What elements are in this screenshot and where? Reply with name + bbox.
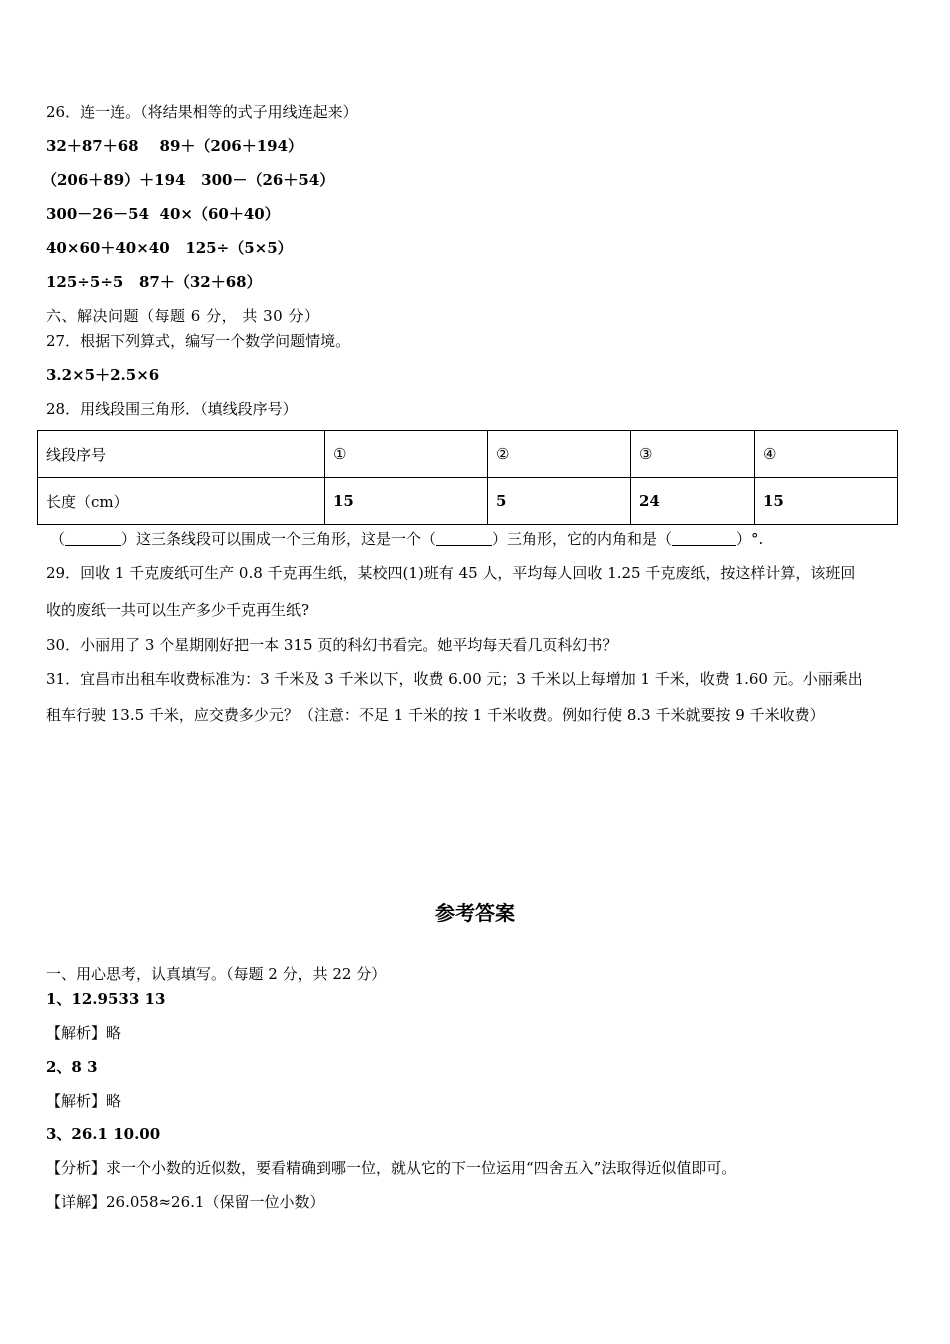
answers-title: 参考答案 bbox=[435, 901, 515, 925]
q27-title: 27．根据下列算式，编写一个数学问题情境。 bbox=[46, 332, 351, 350]
answer-blank[interactable] bbox=[436, 531, 492, 546]
q30-text: 30．小丽用了 3 个星期刚好把一本 315 页的科幻书看完。她平均每天看几页科幻书？ bbox=[46, 636, 618, 654]
q26-left-expr: 40×60＋40×40 bbox=[46, 239, 170, 257]
answer-text: ）°. bbox=[736, 530, 764, 548]
q26-pair-row bbox=[46, 204, 280, 224]
q26-pair-row bbox=[46, 238, 293, 258]
length-label-cell: 长度（cm） bbox=[38, 478, 325, 525]
length-cell: 15 bbox=[755, 478, 898, 525]
table-row bbox=[38, 431, 898, 478]
table-row bbox=[38, 478, 898, 525]
segment-table bbox=[37, 430, 898, 525]
q26-pair-row bbox=[46, 136, 303, 156]
q26-right-expr: 125÷（5×5） bbox=[185, 239, 293, 257]
segment-id-cell: ④ bbox=[755, 431, 898, 478]
answer-3-detail: 【详解】26.058≈26.1（保留一位小数） bbox=[46, 1193, 325, 1211]
answer-2: 2、8 3 bbox=[46, 1058, 98, 1076]
answers-section-1: 一、用心思考，认真填写。（每题 2 分，共 22 分） bbox=[46, 965, 387, 983]
answer-2-note: 【解析】略 bbox=[46, 1092, 122, 1110]
answer-blank[interactable] bbox=[65, 531, 121, 546]
q27-formula: 3.2×5＋2.5×6 bbox=[46, 366, 160, 384]
q26-pair-row bbox=[46, 272, 262, 292]
q29-line-2: 收的废纸一共可以生产多少千克再生纸? bbox=[46, 601, 310, 619]
q29-line-1: 29．回收 1 千克废纸可生产 0.8 千克再生纸，某校四(1)班有 45 人，平均每人回收 1.25 千克废纸，按这样计算，该班回 bbox=[46, 564, 856, 582]
length-cell: 5 bbox=[488, 478, 631, 525]
q28-answer-line bbox=[50, 529, 763, 549]
q31-line-1: 31．宜昌市出租车收费标准为：3 千米及 3 千米以下，收费 6.00 元；3 千米以上每增加 1 千米，收费 1.60 元。小丽乘出 bbox=[46, 670, 863, 688]
paren-open: （ bbox=[50, 530, 66, 548]
q26-left-expr: 300－26－54 bbox=[46, 205, 150, 223]
section-6-heading: 六、解决问题（每题 6 分， 共 30 分） bbox=[46, 307, 320, 325]
q26-left-expr: （206＋89）＋194 bbox=[42, 171, 186, 189]
answer-3: 3、26.1 10.00 bbox=[46, 1125, 161, 1143]
q26-right-expr: 40×（60＋40） bbox=[159, 205, 280, 223]
length-cell: 24 bbox=[631, 478, 755, 525]
segment-id-cell: ③ bbox=[631, 431, 755, 478]
q26-right-expr: 87＋（32＋68） bbox=[139, 273, 262, 291]
q31-line-2: 租车行驶 13.5 千米，应交费多少元？（注意：不足 1 千米的按 1 千米收费。例如行使 8.3 千米就要按 9 千米收费） bbox=[46, 706, 825, 724]
segment-id-cell: ② bbox=[488, 431, 631, 478]
q28-title: 28．用线段围三角形．（填线段序号） bbox=[46, 400, 298, 418]
answer-text: ）这三条线段可以围成一个三角形，这是一个（ bbox=[121, 530, 437, 548]
answer-1: 1、12.9533 13 bbox=[46, 990, 166, 1008]
q26-right-expr: 300－（26＋54） bbox=[201, 171, 335, 189]
length-cell: 15 bbox=[325, 478, 488, 525]
answer-blank[interactable] bbox=[672, 531, 736, 546]
q26-left-expr: 32＋87＋68 bbox=[46, 137, 139, 155]
answer-text: ）三角形，它的内角和是（ bbox=[492, 530, 673, 548]
q26-left-expr: 125÷5÷5 bbox=[46, 273, 124, 291]
answer-1-note: 【解析】略 bbox=[46, 1024, 122, 1042]
q26-right-expr: 89＋（206＋194） bbox=[159, 137, 304, 155]
q26-title: 26．连一连。（将结果相等的式子用线连起来） bbox=[46, 103, 358, 121]
q26-pair-row bbox=[42, 170, 334, 190]
segment-id-cell: ① bbox=[325, 431, 488, 478]
segment-label-cell: 线段序号 bbox=[38, 431, 325, 478]
answer-3-analysis: 【分析】求一个小数的近似数，要看精确到哪一位，就从它的下一位运用“四舍五入”法取得近似值即可。 bbox=[46, 1159, 737, 1177]
